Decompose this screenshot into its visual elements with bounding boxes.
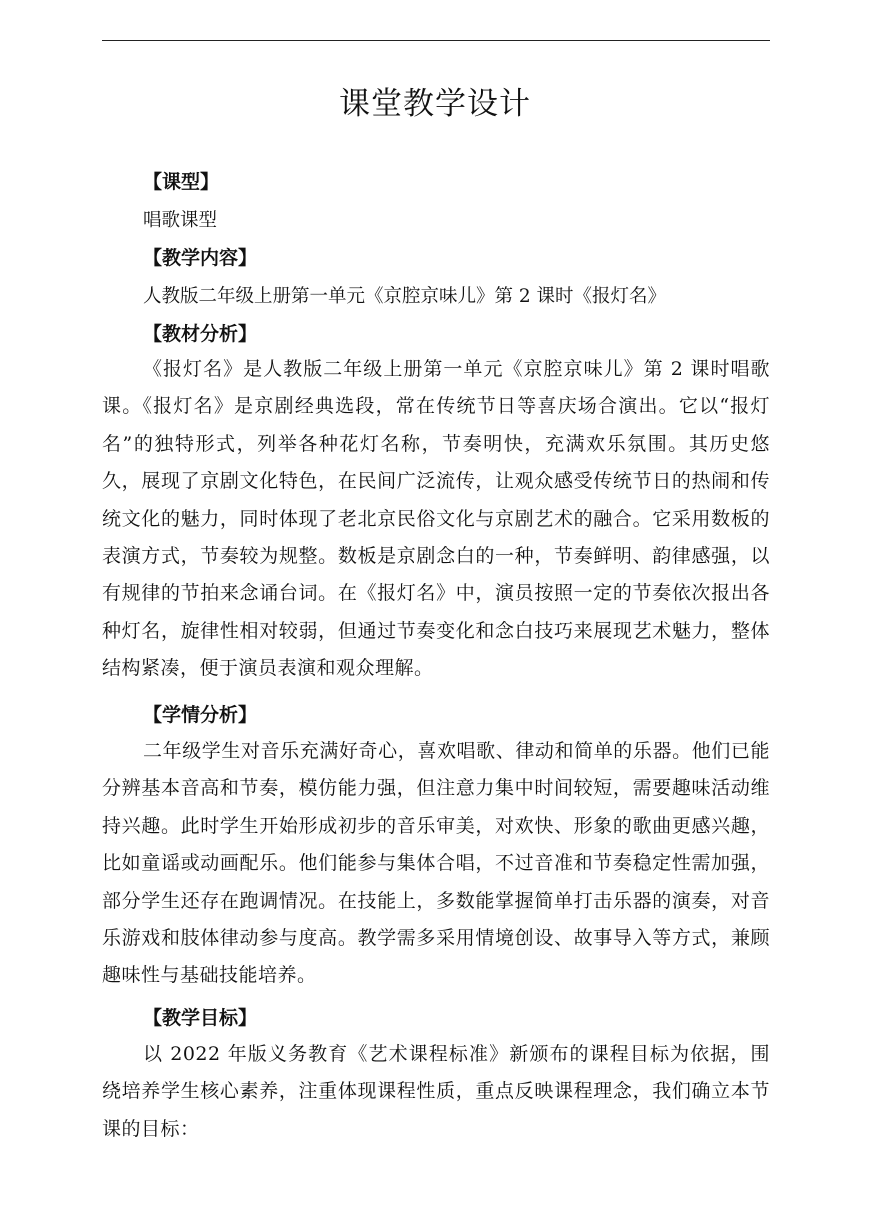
student-analysis-paragraph: 二年级学生对音乐充满好奇心，喜欢唱歌、律动和简单的乐器。他们已能分辨基本音高和节奏，模仿能力强，但注意力集中时间较短，需要趣味活动维持兴趣。此时学生开始形成初步的音乐审美，对欢快、形象的歌曲更感兴趣，比如童谣或动画配乐。他们能参与集体合唱，不过音准和节奏稳定性需加强，部分学生还存在跑调情况。在技能上，多数能掌握简单打击乐器的演奏，对音乐游戏和肢体律动参与度高。教学需多采用情境创设、故事导入等方式，兼顾趣味性与基础技能培养。	[102, 740, 770, 987]
objectives-paragraph: 以 2022 年版义务教育《艺术课程标准》新颁布的课程目标为依据，围绕培养学生核心素养，注重体现课程性质，重点反映课程理念，我们确立本节课的目标：	[102, 1043, 770, 1140]
section-heading-student-analysis: 【学情分析】	[143, 704, 258, 726]
section-heading-objectives: 【教学目标】	[143, 1007, 258, 1029]
document-title: 课堂教学设计	[339, 86, 531, 122]
material-analysis-paragraph: 《报灯名》是人教版二年级上册第一单元《京腔京味儿》第 2 课时唱歌课。《报灯名》是京剧经典选段，常在传统节日等喜庆场合演出。它以“报灯名”的独特形式，列举各种花灯名称，节奏明快，充满欢乐氛围。其历史悠久，展现了京剧文化特色，在民间广泛流传，让观众感受传统节日的热闹和传统文化的魅力，同时体现了老北京民俗文化与京剧艺术的融合。它采用数板的表演方式，节奏较为规整。数板是京剧念白的一种，节奏鲜明、韵律感强，以有规律的节拍来念诵台词。在《报灯名》中，演员按照一定的节奏依次报出各种灯名，旋律性相对较弱，但通过节奏变化和念白技巧来展现艺术魅力，整体结构紧凑，便于演员表演和观众理解。	[102, 358, 770, 680]
section-heading-material-analysis: 【教材分析】	[143, 323, 258, 345]
section-heading-teaching-content: 【教学内容】	[143, 247, 258, 269]
teaching-content-text: 人教版二年级上册第一单元《京腔京味儿》第 2 课时《报灯名》	[143, 286, 667, 307]
header-rule	[102, 40, 770, 41]
lesson-type-text: 唱歌课型	[143, 210, 218, 231]
section-heading-lesson-type: 【课型】	[143, 171, 220, 193]
